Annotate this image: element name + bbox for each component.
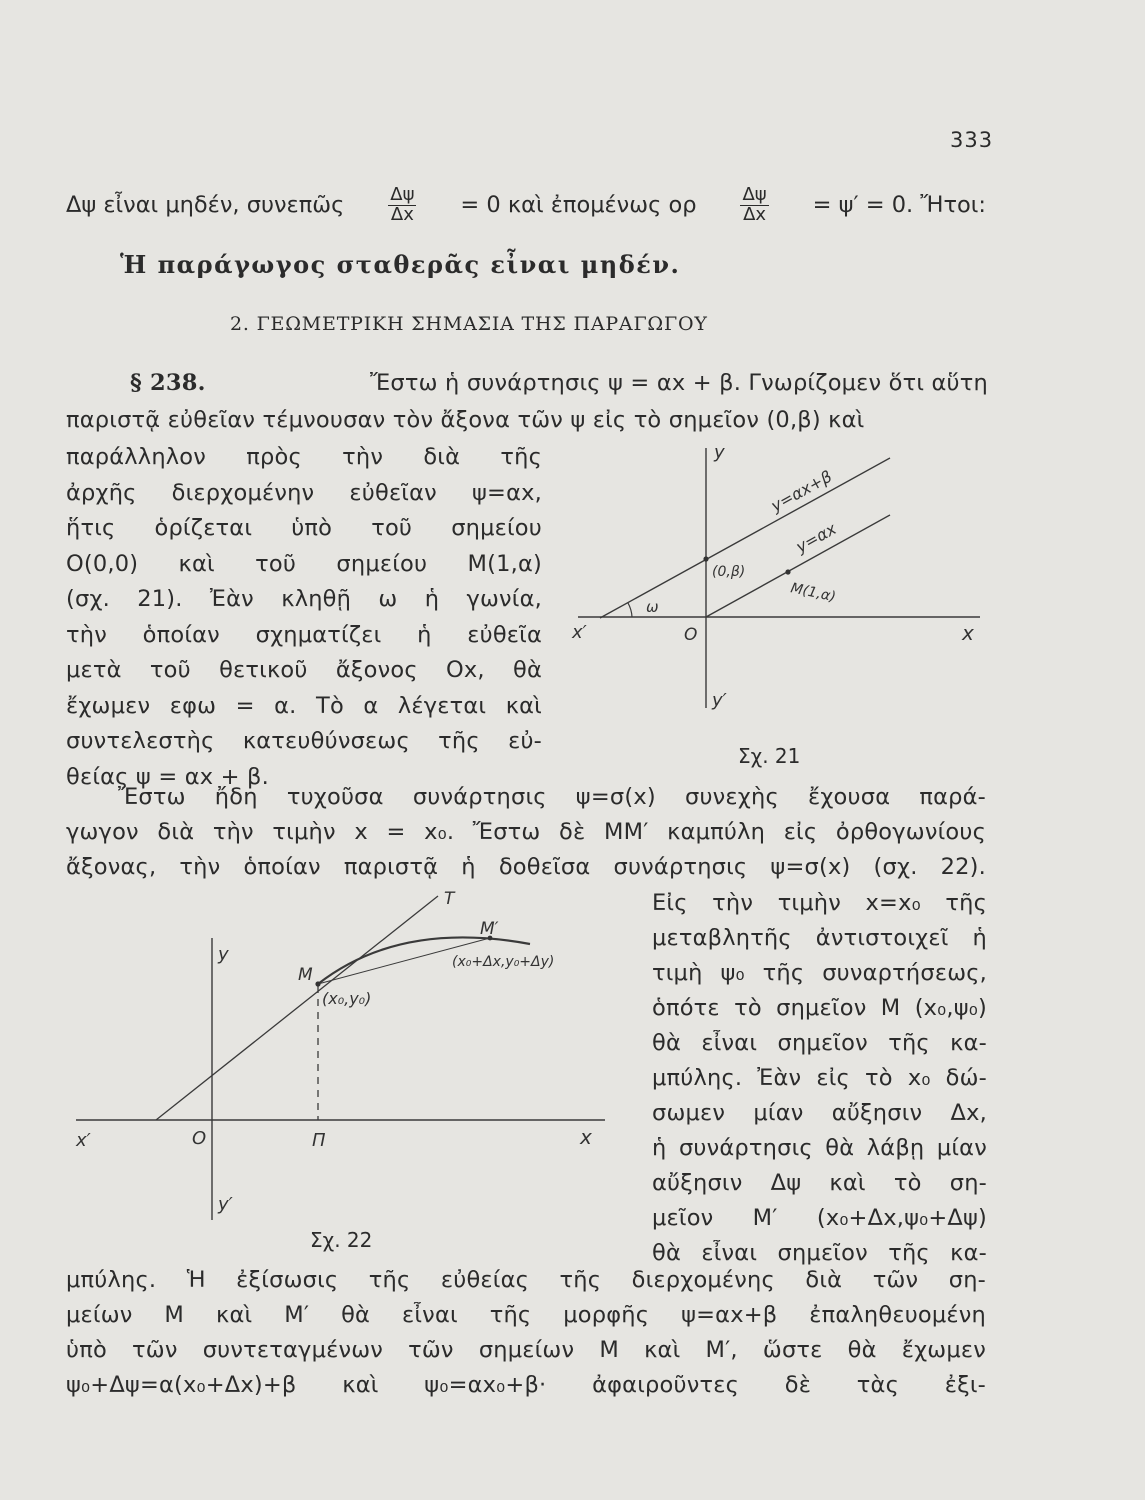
fig21-point-0b — [703, 556, 708, 561]
fig21-label-x-prime: x′ — [572, 622, 587, 643]
fig21-label-line2: y=αx — [792, 519, 840, 557]
para238-narrow-line: συντελεστὴς κατευθύνσεως τῆς εὐ- — [66, 728, 542, 754]
intro-fraction-2 — [740, 186, 768, 225]
para-next-right-line: ἡ συνάρτησις θὰ λάβῃ μίαν — [652, 1135, 987, 1161]
fig22-label-m-prime: M′ — [480, 919, 499, 939]
para238-narrow-line: τὴν ὁποίαν σχηματίζει ἡ εὐθεῖα — [66, 621, 542, 648]
para-next-right-line: ὁπότε τὸ σημεῖον M (x₀,ψ₀) — [652, 995, 987, 1021]
fig22-label-y: y — [218, 944, 229, 965]
statement: Ἡ παράγωγος σταθερᾶς εἶναι μηδέν. — [120, 250, 681, 279]
fig22-label-x-prime: x′ — [76, 1130, 91, 1151]
para-next-main-line: ἄξονας, τὴν ὁποίαν παριστᾷ ἡ δοθεῖσα συνάρτησις ψ=σ(x) (σχ. 22). — [66, 854, 986, 880]
para-next-bottom-line: μείων M καὶ M′ θὰ εἶναι τῆς μορφῆς ψ=αx+β ἐπαληθευομένη — [66, 1302, 986, 1328]
fig21-angle-arc — [628, 603, 632, 617]
fig22-caption: Σχ. 22 — [310, 1228, 373, 1252]
para238-narrow-line: O(0,0) καὶ τοῦ σημείου M(1,α) — [66, 550, 542, 577]
figure-21 — [560, 440, 1000, 740]
intro-fraction-1 — [388, 186, 416, 225]
fig22-label-y-prime: y′ — [218, 1194, 233, 1215]
fig22-label-tangent: T — [444, 889, 455, 909]
fraction-denominator: Δx — [390, 203, 414, 225]
para238-line1-text: Ἔστω ἡ συνάρτησις ψ = αx + β. Γνωρίζομεν ὅτι αὕτη — [370, 370, 988, 396]
fig21-point-m — [785, 569, 790, 574]
fig21-label-omega: ω — [646, 598, 659, 616]
fig22-tangent-line — [156, 896, 438, 1120]
para-next-right-line: αὔξησιν Δψ καὶ τὸ ση- — [652, 1170, 987, 1196]
fig21-label-origin: O — [684, 625, 698, 645]
para238-narrow-line: ἔχωμεν εφω = α. Τὸ α λέγεται καὶ — [66, 692, 542, 719]
para-next-right-line: θὰ εἶναι σημεῖον τῆς κα- — [652, 1030, 987, 1056]
para238-narrow-line: ἥτις ὁρίζεται ὑπὸ τοῦ σημείου — [66, 515, 542, 541]
para238-narrow-line: παράλληλον πρὸς τὴν διὰ τῆς — [66, 444, 542, 470]
fig21-caption: Σχ. 21 — [738, 744, 801, 768]
fraction-numerator: Δψ — [742, 184, 767, 205]
intro-line — [66, 186, 986, 225]
para-next-bottom-line: μπύλης. Ἡ ἐξίσωσις τῆς εὐθείας τῆς διερχομένης διὰ τῶν ση- — [66, 1267, 986, 1293]
fig22-point-m — [315, 981, 320, 986]
section-number: § 238. — [130, 370, 206, 396]
para-next-right-line: τιμὴ ψ₀ τῆς συναρτήσεως, — [652, 960, 987, 986]
fig22-label-m-prime-coords: (x₀+Δx,y₀+Δy) — [452, 954, 555, 970]
para-next-main-line: Ἔστω ἤδη τυχοῦσα συνάρτησις ψ=σ(x) συνεχὴς ἔχουσα παρά- — [118, 784, 986, 810]
para-next-right-line: μεῖον M′ (x₀+Δx,ψ₀+Δψ) — [652, 1205, 987, 1231]
para238-line1 — [130, 370, 988, 396]
para238-line2: παριστᾷ εὐθεῖαν τέμνουσαν τὸν ἄξονα τῶν ψ εἰς τὸ σημεῖον (0,β) καὶ — [66, 407, 865, 433]
para-next-right-line: Εἰς τὴν τιμὴν x=x₀ τῆς — [652, 890, 987, 916]
fig22-label-x: x — [580, 1125, 592, 1149]
fig22-label-m: M — [298, 965, 313, 985]
fig21-label-x: x — [962, 621, 974, 645]
intro-part3: = ψ′ = 0. Ἤτοι: — [812, 192, 986, 219]
fig21-label-line1: y=αx+β — [767, 466, 836, 516]
fraction-denominator: Δx — [743, 203, 767, 225]
para-next-bottom-line: ὑπὸ τῶν συντεταγμένων τῶν σημείων M καὶ M′, ὥστε θὰ ἔχωμεν — [66, 1337, 986, 1363]
para-next-right-line: μπύλης. Ἐὰν εἰς τὸ x₀ δώ- — [652, 1065, 987, 1091]
para238-narrow-line: μετὰ τοῦ θετικοῦ ἄξονος Ox, θὰ — [66, 657, 542, 683]
fig21-label-m: M(1,α) — [789, 580, 838, 606]
para238-narrow-line: θείας ψ = αx + β. — [66, 763, 269, 790]
para-next-right-line: σωμεν μίαν αὔξησιν Δx, — [652, 1100, 987, 1126]
intro-part2: = 0 καὶ ἐπομένως ορ — [460, 192, 697, 219]
fraction-numerator: Δψ — [390, 184, 415, 205]
figure-22 — [60, 880, 630, 1240]
fig22-label-pi: Π — [312, 1130, 326, 1151]
fig22-label-m-coords: (x₀,y₀) — [322, 989, 372, 1008]
fig21-label-0b: (0,β) — [712, 564, 746, 580]
para-next-right-line: θὰ εἶναι σημεῖον τῆς κα- — [652, 1240, 987, 1266]
para238-narrow-line: ἀρχῆς διερχομένην εὐθεῖαν ψ=αx, — [66, 479, 542, 506]
page-number: 333 — [950, 128, 994, 152]
fig22-label-origin: O — [192, 1128, 207, 1149]
fig21-label-y: y — [714, 442, 725, 463]
intro-part1: Δψ εἶναι μηδέν, συνεπῶς — [66, 192, 345, 219]
para-next-bottom-line: ψ₀+Δψ=α(x₀+Δx)+β καὶ ψ₀=αx₀+β· ἀφαιροῦντες δὲ τὰς ἐξι- — [66, 1372, 986, 1398]
para238-narrow-line: (σχ. 21). Ἐὰν κληθῇ ω ἡ γωνία, — [66, 586, 542, 612]
para-next-right-line: μεταβλητῆς ἀντιστοιχεῖ ἡ — [652, 925, 987, 951]
section-heading: 2. ΓΕΩΜΕΤΡΙΚΗ ΣΗΜΑΣΙΑ ΤΗΣ ΠΑΡΑΓΩΓΟΥ — [230, 313, 708, 335]
fig21-label-y-prime: y′ — [712, 690, 727, 711]
para-next-main-line: γωγον διὰ τὴν τιμὴν x = x₀. Ἔστω δὲ MM′ καμπύλη εἰς ὀρθογωνίους — [66, 819, 986, 845]
fig21-line-ax-plus-b — [600, 458, 890, 618]
